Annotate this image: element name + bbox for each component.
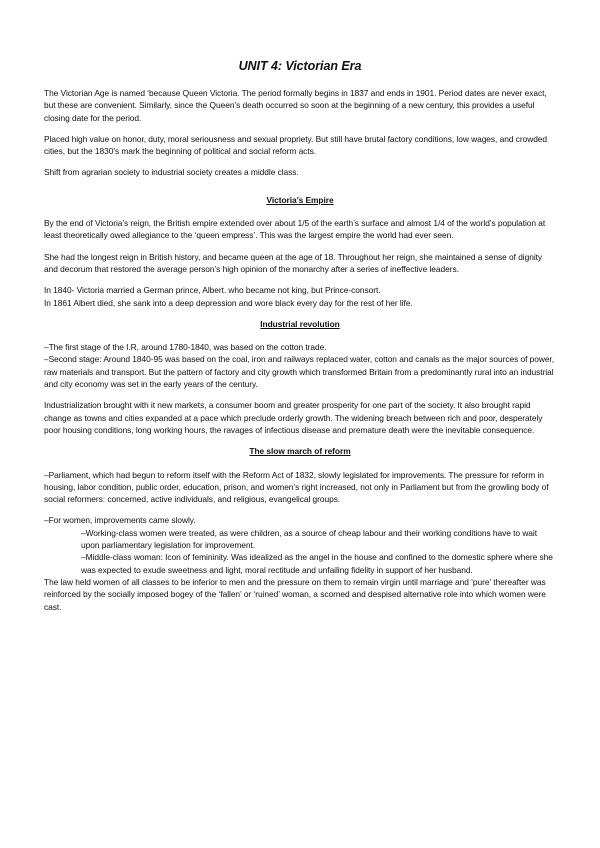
reform-paragraph-middle-class: –Middle-class woman: Icon of femininity. Was idealized as the angel in the house and confined to the domestic sphere where she was expected to exude sweetness and light, moral rectitude and unfailing fidelity in support of her husband.	[81, 552, 553, 575]
document-page	[44, 58, 556, 622]
intro-paragraph-2: Placed high value on honor, duty, moral seriousness and sexual propriety. But still have brutal factory conditions, low wages, and crowded cities, but the 1830’s mark the beginning of political and social reform acts.	[44, 133, 548, 157]
reform-paragraph-2: –For women, improvements came slowly.	[44, 515, 196, 526]
industrial-paragraph-1b: –Second stage: Around 1840-95 was based on the coal, iron and railways replaced water, cotton and canals as the major sources of power, raw materials and transport. But the pattern of factory and city growth which transformed Britain from a predominantly rural into an industrial and city economy was set in the early years of the century.	[44, 354, 555, 390]
intro-paragraph-1: The Victorian Age is named ‘because Queen Victoria. The period formally begins in 1837 and ends in 1901. Period dates are never exact, but these are convenient. Similarly, since the Queen’s death occurred so soon at the beginning of a new century, this provides a useful closing date for the period.	[44, 88, 547, 123]
reform-paragraph-working-class: –Working-class women were treated, as were children, as a source of cheap labour and their working conditions have to wait upon parliamentary legislation for improvement.	[81, 527, 538, 551]
section-heading-empire: Victoria’s Empire	[266, 194, 334, 205]
empire-paragraph-3a: In 1840- Victoria married a German prince, Albert. who became not king, but Prince-consort.	[44, 285, 381, 296]
industrial-paragraph-2: Industrialization brought with it new markets, a consumer boom and greater prosperity for one part of the society. It also brought rapid change as towns and cities expanded at a pace which preclude orderly growth. The widening breach between rich and poor, desperately poor housing conditions, long working hours, the ravages of infectious disease and premature death were the inevitable consequence.	[44, 400, 543, 435]
industrial-paragraph-1a: –The first stage of the I.R, around 1780-1840, was based on the cotton trade.	[44, 342, 327, 353]
empire-paragraph-1: By the end of Victoria’s reign, the British empire extended over about 1/5 of the earth’s surface and almost 1/4 of the world’s population at least theoretically owed allegiance to the ‘queen empress’. This was the largest empire the world had ever seen.	[44, 218, 546, 241]
empire-paragraph-2: She had the longest reign in British history, and became queen at the age of 18. Throughout her reign, she maintained a sense of dignity and decorum that restored the average person’s high opinion of the monarchy after a series of ineffective leaders.	[44, 251, 543, 274]
reform-paragraph-law: The law held women of all classes to be inferior to men and the pressure on them to remain virgin until marriage and ‘pure’ thereafter was reinforced by the socially imposed bogey of the ‘fallen’ or ‘ruined’ woman, a scorned and despised alternative role into which women were cast.	[44, 576, 546, 612]
section-heading-reform: The slow march of reform	[249, 446, 351, 457]
reform-paragraph-1: –Parliament, which had begun to reform itself with the Reform Act of 1832, slowly legislated for improvements. The pressure for reform in housing, labor condition, public order, education, prison, and women’s right increased, not only in Parliament but from the growling body of social reformers: concerned, active individuals, and religious, evangelical groups.	[44, 469, 549, 505]
page-title: UNIT 4: Victorian Era	[238, 59, 362, 73]
empire-paragraph-3b: In 1861 Albert died, she sank into a deep depression and wore black every day for the rest of her life.	[44, 297, 413, 308]
section-heading-industrial: Industrial revolution	[260, 318, 340, 329]
intro-paragraph-3: Shift from agrarian society to industrial society creates a middle class.	[44, 167, 299, 178]
